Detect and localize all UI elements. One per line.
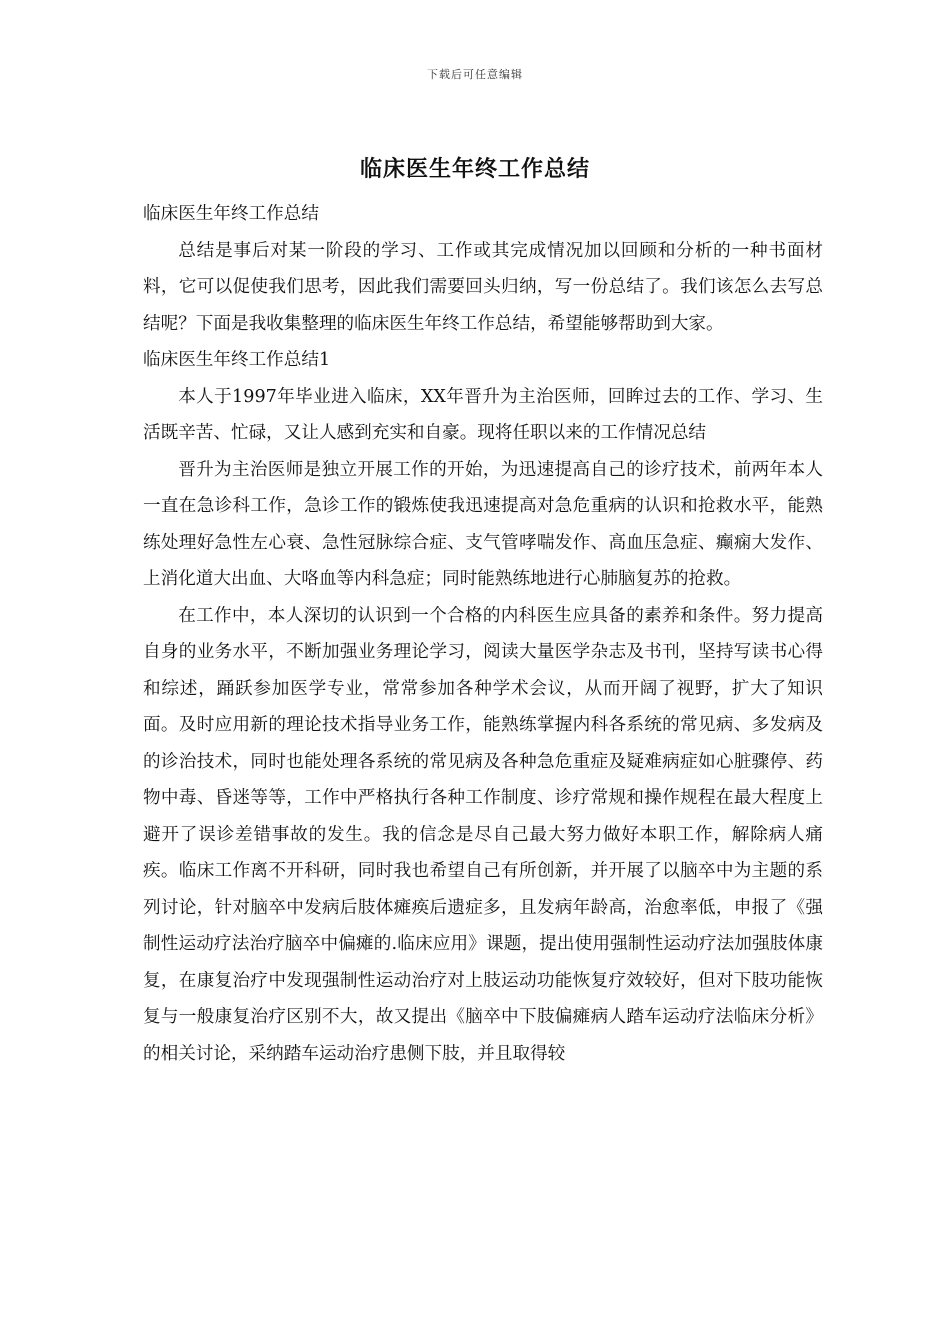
intro-paragraph: 总结是事后对某一阶段的学习、工作或其完成情况加以回顾和分析的一种书面材料，它可以促使我们思考，因此我们需要回头归纳，写一份总结了。我们该怎么去写总结呢？下面是我收集整理的临床医生年终工作总结，希望能够帮助到大家。 bbox=[143, 240, 823, 334]
document-subtitle: 临床医生年终工作总结 bbox=[143, 204, 319, 224]
body-paragraph-1: 本人于1997年毕业进入临床，XX年晋升为主治医师，回眸过去的工作、学习、生活既辛苦、忙碌，又让人感到充实和自豪。现将任职以来的工作情况总结 bbox=[143, 386, 823, 443]
document-title: 临床医生年终工作总结 bbox=[359, 156, 590, 182]
header-note: 下载后可任意编辑 bbox=[427, 68, 523, 81]
section-heading: 临床医生年终工作总结1 bbox=[143, 350, 331, 370]
body-paragraph-3: 在工作中，本人深切的认识到一个合格的内科医生应具备的素养和条件。努力提高自身的业务水平，不断加强业务理论学习，阅读大量医学杂志及书刊，坚持写读书心得和综述，踊跃参加医学专业，常常参加各种学术会议，从而开阔了视野，扩大了知识面。及时应用新的理论技术指导业务工作，能熟练掌握内科各系统的常见病、多发病及的诊治技术，同时也能处理各系统的常见病及各种急危重症及疑难病症如心脏骤停、药物中毒、昏迷等等，工作中严格执行各种工作制度、诊疗常规和操作规程在最大程度上避开了误诊差错事故的发生。我的信念是尽自己最大努力做好本职工作，解除病人痛疾。临床工作离不开科研，同时我也希望自己有所创新，并开展了以脑卒中为主题的系列讨论，针对脑卒中发病后肢体瘫痪后遗症多，且发病年龄高，治愈率低，申报了《强制性运动疗法治疗脑卒中偏瘫的.临床应用》课题，提出使用强制性运动疗法加强肢体康复，在康复治疗中发现强制性运动治疗对上肢运动功能恢复疗效较好，但对下肢功能恢复与一般康复治疗区别不大，故又提出《脑卒中下肢偏瘫病人踏车运动疗法临床分析》的相关讨论，采纳踏车运动治疗患侧下肢，并且取得较 bbox=[143, 605, 823, 1064]
document-body bbox=[143, 196, 823, 1072]
body-paragraph-2: 晋升为主治医师是独立开展工作的开始，为迅速提高自己的诊疗技术，前两年本人一直在急诊科工作，急诊工作的锻炼使我迅速提高对急危重病的认识和抢救水平，能熟练处理好急性左心衰、急性冠脉综合症、支气管哮喘发作、高血压急症、癫痫大发作、上消化道大出血、大咯血等内科急症；同时能熟练地进行心肺脑复苏的抢救。 bbox=[143, 459, 823, 589]
